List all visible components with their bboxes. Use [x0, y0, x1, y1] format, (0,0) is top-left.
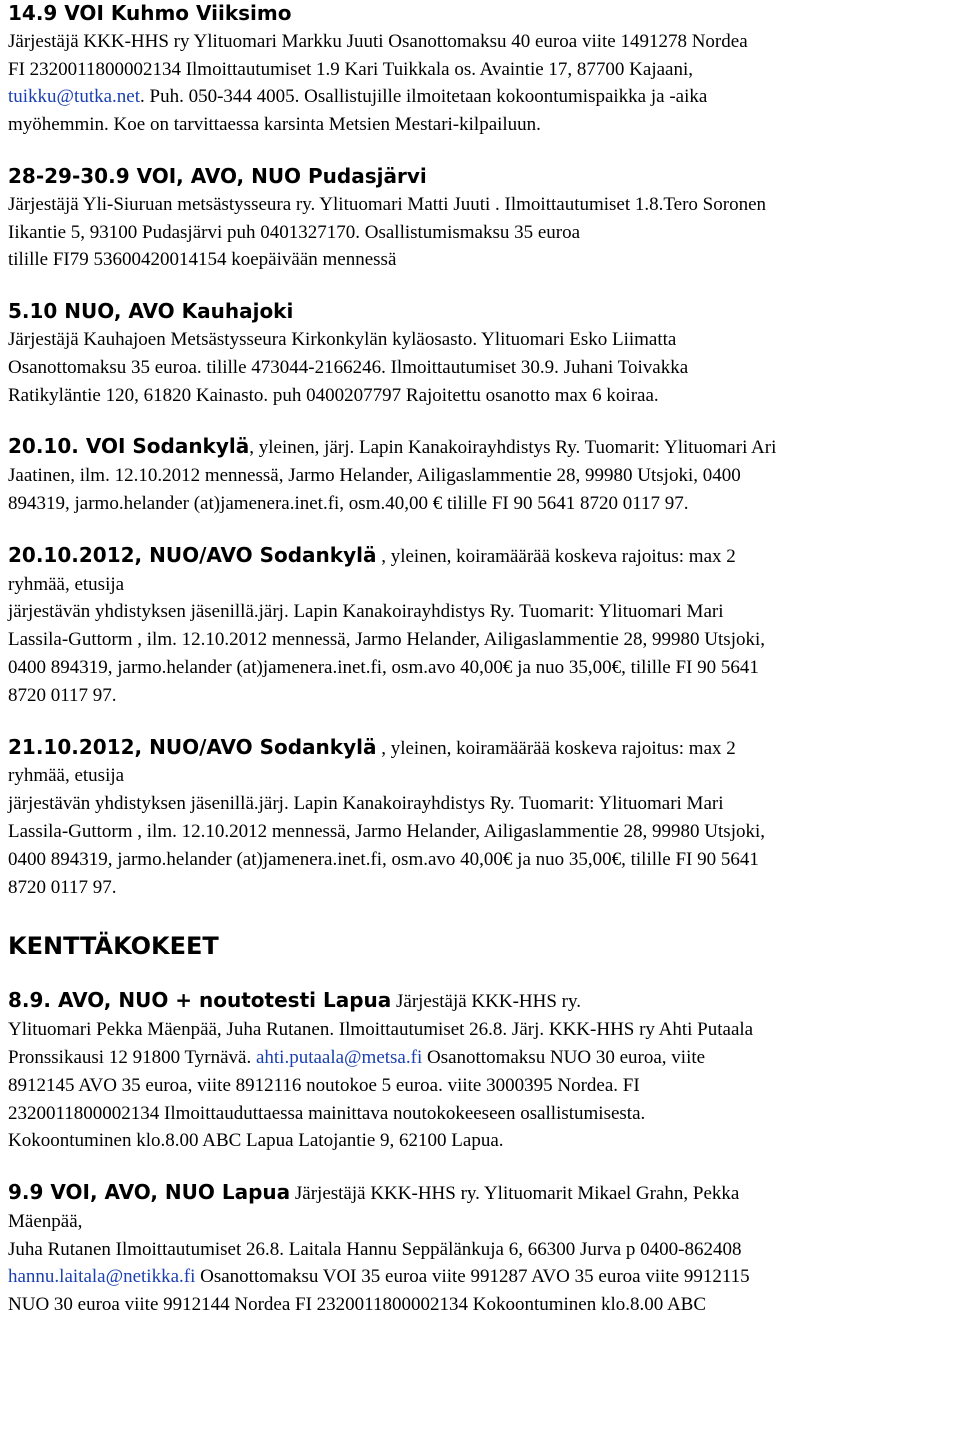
section-lapua-nouto — [8, 987, 950, 1155]
email-link[interactable]: hannu.laitala@netikka.fi — [8, 1266, 196, 1288]
paragraph-line: 8912145 AVO 35 euroa, viite 8912116 noutokoe 5 euroa. viite 3000395 Nordea. FI — [8, 1074, 640, 1096]
paragraph-line: järjestävän yhdistyksen jäsenillä.järj. Lapin Kanakoirayhdistys Ry. Tuomarit: Ylituomari Mari — [8, 601, 724, 623]
section-title: 9.9 VOI, AVO, NUO Lapua — [8, 1180, 291, 1205]
paragraph-line: 20.10.2012, NUO/AVO Sodankylä , yleinen, koiramäärää koskeva rajoitus: max 2 — [8, 542, 736, 567]
paragraph-line: Juha Rutanen Ilmoittautumiset 26.8. Laitala Hannu Seppälänkuja 6, 66300 Jurva p 0400-862408 — [8, 1238, 742, 1260]
paragraph-line: 20.10. VOI Sodankylä, yleinen, järj. Lapin Kanakoirayhdistys Ry. Tuomarit: Ylituomari Ari — [8, 434, 777, 459]
paragraph-line: ryhmää, etusija — [8, 573, 125, 595]
paragraph-line: 894319, jarmo.helander (at)jamenera.inet.fi, osm.40,00 € tilille FI 90 5641 8720 0117 97. — [8, 492, 689, 514]
paragraph-line: FI 2320011800002134 Ilmoittautumiset 1.9 Kari Tuikkala os. Avaintie 17, 87700 Kajaani, — [8, 58, 694, 80]
paragraph-line: Järjestäjä Yli-Siuruan metsästysseura ry. Ylituomari Matti Juuti . Ilmoittautumiset 1.8.Tero Soronen — [8, 193, 767, 215]
paragraph-line: 0400 894319, jarmo.helander (at)jamenera.inet.fi, osm.avo 40,00€ ja nuo 35,00€, tilille FI 90 5641 — [8, 656, 759, 678]
paragraph-line: Järjestäjä Kauhajoen Metsästysseura Kirkonkylän kyläosasto. Ylituomari Esko Liimatta — [8, 328, 677, 350]
section-pudasjarvi — [8, 163, 950, 274]
paragraph-line: Kokoontuminen klo.8.00 ABC Lapua Latojantie 9, 62100 Lapua. — [8, 1130, 504, 1152]
paragraph-line: 2320011800002134 Ilmoittauduttaessa mainittava noutokokeeseen osallistumisesta. — [8, 1102, 646, 1124]
paragraph-line: 0400 894319, jarmo.helander (at)jamenera.inet.fi, osm.avo 40,00€ ja nuo 35,00€, tilille FI 90 5641 — [8, 848, 759, 870]
paragraph-line: 8720 0117 97. — [8, 876, 117, 898]
section-kauhajoki — [8, 298, 950, 409]
paragraph-line: Ratikyläntie 120, 61820 Kainasto. puh 0400207797 Rajoitettu osanotto max 6 koiraa. — [8, 384, 659, 406]
kenttakokeet-heading: KENTTÄKOKEET — [8, 932, 219, 961]
section-title: 14.9 VOI Kuhmo Viiksimo — [8, 1, 292, 25]
paragraph-line: Pronssikausi 12 91800 Tyrnävä. ahti.putaala@metsa.fi Osanottomaksu NUO 30 euroa, viite — [8, 1046, 706, 1068]
email-link[interactable]: tuikku@tutka.net — [8, 86, 141, 108]
paragraph-line: myöhemmin. Koe on tarvittaessa karsinta Metsien Mestari-kilpailuun. — [8, 114, 541, 136]
section-title: 28-29-30.9 VOI, AVO, NUO Pudasjärvi — [8, 163, 427, 188]
paragraph-line: Jaatinen, ilm. 12.10.2012 mennessä, Jarmo Helander, Ailigaslammentie 28, 99980 Utsjoki, 0400 — [8, 465, 741, 487]
email-link[interactable]: ahti.putaala@metsa.fi — [255, 1046, 423, 1068]
paragraph-line: 8720 0117 97. — [8, 684, 117, 706]
section-sodankyla-voi — [8, 433, 950, 517]
section-lapua-voi — [8, 1179, 950, 1319]
section-sodankyla-nuo-avo-20 — [8, 542, 950, 710]
section-title: 21.10.2012, NUO/AVO Sodankylä — [8, 734, 377, 759]
paragraph-line: Iikantie 5, 93100 Pudasjärvi puh 0401327170. Osallistumismaksu 35 euroa — [8, 221, 581, 243]
paragraph-line: järjestävän yhdistyksen jäsenillä.järj. Lapin Kanakoirayhdistys Ry. Tuomarit: Ylituomari Mari — [8, 793, 724, 815]
paragraph-line: tuikku@tutka.net. Puh. 050-344 4005. Osallistujille ilmoitetaan kokoontumispaikka ja -aika — [8, 86, 708, 108]
section-title: 20.10. VOI Sodankylä — [8, 434, 250, 459]
paragraph-line: hannu.laitala@netikka.fi Osanottomaksu VOI 35 euroa viite 991287 AVO 35 euroa viite 9912115 — [8, 1266, 750, 1288]
section-title: 20.10.2012, NUO/AVO Sodankylä — [8, 542, 377, 567]
section-title: 5.10 NUO, AVO Kauhajoki — [8, 299, 294, 324]
paragraph-line: 8.9. AVO, NUO + noutotesti Lapua Järjestäjä KKK-HHS ry. — [8, 988, 582, 1013]
paragraph-line: 21.10.2012, NUO/AVO Sodankylä , yleinen, koiramäärää koskeva rajoitus: max 2 — [8, 734, 736, 759]
paragraph-line: Lassila-Guttorm , ilm. 12.10.2012 mennessä, Jarmo Helander, Ailigaslammentie 28, 99980 Utsjoki, — [8, 820, 766, 842]
paragraph-line: Osanottomaksu 35 euroa. tilille 473044-2166246. Ilmoittautumiset 30.9. Juhani Toivakka — [8, 356, 689, 378]
paragraph-line: Ylituomari Pekka Mäenpää, Juha Rutanen. Ilmoittautumiset 26.8. Järj. KKK-HHS ry Ahti Putaala — [8, 1019, 754, 1041]
section-sodankyla-nuo-avo-21 — [8, 734, 950, 902]
paragraph-line: ryhmää, etusija — [8, 765, 125, 787]
paragraph-line: 9.9 VOI, AVO, NUO Lapua Järjestäjä KKK-HHS ry. Ylituomarit Mikael Grahn, Pekka — [8, 1180, 740, 1205]
section-title: 8.9. AVO, NUO + noutotesti Lapua — [8, 988, 392, 1013]
paragraph-line: tilille FI79 53600420014154 koepäivään mennessä — [8, 249, 397, 271]
paragraph-line: Lassila-Guttorm , ilm. 12.10.2012 mennessä, Jarmo Helander, Ailigaslammentie 28, 99980 Utsjoki, — [8, 629, 766, 651]
paragraph-line: Järjestäjä KKK-HHS ry Ylituomari Markku Juuti Osanottomaksu 40 euroa viite 1491278 Nordea — [8, 30, 748, 52]
paragraph-line: Mäenpää, — [8, 1210, 83, 1232]
section-kuhmo — [8, 0, 950, 139]
paragraph-line: NUO 30 euroa viite 9912144 Nordea FI 2320011800002134 Kokoontuminen klo.8.00 ABC — [8, 1294, 707, 1316]
